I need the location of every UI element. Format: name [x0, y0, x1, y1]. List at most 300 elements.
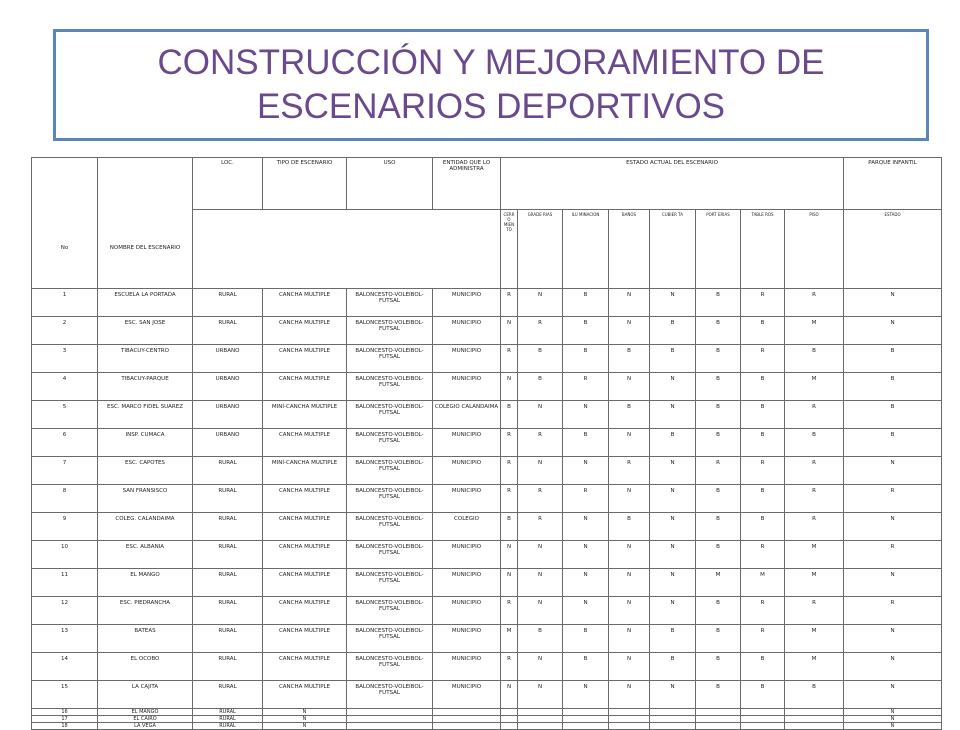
cell-condition: N [501, 317, 518, 345]
cell-empty [501, 723, 518, 730]
cell-condition: B [518, 625, 563, 653]
cell-tipo: CANCHA MULTIPLE [263, 373, 347, 401]
cell-entidad: MUNICIPIO [433, 597, 501, 625]
cell-empty [609, 723, 650, 730]
cell-empty [785, 723, 844, 730]
cell-empty [518, 723, 563, 730]
cell-condition: R [518, 429, 563, 457]
cell-entidad: MUNICIPIO [433, 485, 501, 513]
table-row [32, 569, 942, 597]
cell-uso: BALONCESTO-VOLEIBOL-FUTSAL [347, 317, 433, 345]
cell-empty [650, 723, 696, 730]
cell-loc: URBANO [193, 429, 263, 457]
cell-condition: N [518, 541, 563, 569]
cell-condition: B [696, 681, 741, 709]
cell-condition: R [785, 485, 844, 513]
cell-empty [741, 716, 785, 723]
cell-no: 18 [32, 723, 98, 730]
cell-condition: N [844, 457, 942, 485]
cell-condition: B [650, 653, 696, 681]
cell-condition: B [696, 289, 741, 317]
cell-entidad: MUNICIPIO [433, 569, 501, 597]
table-row [32, 401, 942, 429]
cell-uso: BALONCESTO-VOLEIBOL-FUTSAL [347, 345, 433, 373]
cell-uso: BALONCESTO-VOLEIBOL-FUTSAL [347, 653, 433, 681]
cell-condition: N [650, 373, 696, 401]
cell-nombre: ESC. ALBANIA [98, 541, 193, 569]
cell-condition: R [501, 653, 518, 681]
cell-condition: R [741, 597, 785, 625]
cell-condition: N [609, 569, 650, 597]
cell-no: 6 [32, 429, 98, 457]
header-uso: USO [347, 158, 433, 210]
cell-entidad: MUNICIPIO [433, 625, 501, 653]
cell-loc: RURAL [193, 569, 263, 597]
cell-no: 15 [32, 681, 98, 709]
cell-empty [433, 709, 501, 716]
cell-no: 17 [32, 716, 98, 723]
cell-uso: BALONCESTO-VOLEIBOL-FUTSAL [347, 457, 433, 485]
cell-entidad: MUNICIPIO [433, 681, 501, 709]
cell-condition: R [785, 513, 844, 541]
cell-condition: N [609, 485, 650, 513]
cell-condition: R [741, 541, 785, 569]
cell-tipo: CANCHA MULTIPLE [263, 681, 347, 709]
cell-condition: R [741, 345, 785, 373]
cell-condition: N [844, 653, 942, 681]
cell-condition: B [650, 345, 696, 373]
cell-nombre: ESC. MARCO FIDEL SUAREZ [98, 401, 193, 429]
cell-condition: R [741, 289, 785, 317]
cell-condition: M [785, 569, 844, 597]
cell-no: 12 [32, 597, 98, 625]
cell-empty [518, 709, 563, 716]
cell-condition: R [785, 457, 844, 485]
cell-entidad: MUNICIPIO [433, 653, 501, 681]
table-row [32, 723, 942, 730]
cell-no: 4 [32, 373, 98, 401]
cell-empty [433, 723, 501, 730]
cell-condition: B [609, 401, 650, 429]
cell-condition: R [501, 429, 518, 457]
cell-nombre: BATEAS [98, 625, 193, 653]
header-estado: ESTADO ACTUAL DEL ESCENARIO [501, 158, 844, 210]
cell-nombre: EL CAIRO [98, 716, 193, 723]
cell-entidad: MUNICIPIO [433, 317, 501, 345]
cell-condition: R [844, 597, 942, 625]
cell-loc: RURAL [193, 485, 263, 513]
cell-condition: B [696, 401, 741, 429]
cell-condition: N [609, 681, 650, 709]
cell-condition: N [844, 681, 942, 709]
cell-no: 1 [32, 289, 98, 317]
cell-uso: BALONCESTO-VOLEIBOL-FUTSAL [347, 597, 433, 625]
cell-condition: R [696, 457, 741, 485]
cell-uso: BALONCESTO-VOLEIBOL-FUTSAL [347, 485, 433, 513]
cell-condition: N [609, 429, 650, 457]
subheader-3: BAÑOS [609, 210, 650, 289]
cell-condition: R [518, 485, 563, 513]
cell-nombre: EL MANGO [98, 569, 193, 597]
cell-condition: N [518, 597, 563, 625]
cell-condition: B [563, 317, 609, 345]
cell-condition: R [501, 289, 518, 317]
cell-condition: N [518, 457, 563, 485]
cell-condition: N [650, 457, 696, 485]
cell-empty [563, 716, 609, 723]
cell-entidad: MUNICIPIO [433, 345, 501, 373]
cell-entidad: MUNICIPIO [433, 429, 501, 457]
table-row [32, 289, 942, 317]
cell-empty [785, 709, 844, 716]
header-tipo: TIPO DE ESCENARIO [263, 158, 347, 210]
cell-uso: BALONCESTO-VOLEIBOL-FUTSAL [347, 401, 433, 429]
cell-nombre: TIBACUY-PARQUE [98, 373, 193, 401]
cell-condition: N [609, 541, 650, 569]
cell-condition: N [844, 513, 942, 541]
cell-entidad: MUNICIPIO [433, 457, 501, 485]
cell-condition: N [609, 373, 650, 401]
cell-condition: N [650, 569, 696, 597]
cell-no: 14 [32, 653, 98, 681]
cell-condition: N [501, 569, 518, 597]
cell-condition: B [609, 345, 650, 373]
subheader-5: PORT ERIAS [696, 210, 741, 289]
cell-condition: B [741, 401, 785, 429]
cell-condition: B [609, 513, 650, 541]
cell-condition: B [696, 345, 741, 373]
cell-parque: N [844, 723, 942, 730]
table-row [32, 485, 942, 513]
cell-no: 9 [32, 513, 98, 541]
cell-condition: B [696, 485, 741, 513]
cell-condition: B [741, 681, 785, 709]
cell-condition: B [844, 345, 942, 373]
cell-condition: N [609, 317, 650, 345]
cell-condition: R [741, 457, 785, 485]
cell-condition: B [650, 317, 696, 345]
cell-condition: N [563, 681, 609, 709]
scenarios-table [31, 157, 942, 730]
cell-empty [347, 723, 433, 730]
cell-condition: N [563, 541, 609, 569]
cell-condition: B [844, 401, 942, 429]
cell-empty [609, 716, 650, 723]
cell-condition: N [609, 289, 650, 317]
subheader-1: GRADE RIAS [518, 210, 563, 289]
cell-loc: RURAL [193, 289, 263, 317]
cell-condition: M [501, 625, 518, 653]
table-row [32, 317, 942, 345]
cell-condition: N [518, 401, 563, 429]
cell-empty [650, 709, 696, 716]
subheader-7: PISO [785, 210, 844, 289]
table-row [32, 457, 942, 485]
header-entidad: ENTIDAD QUE LO ADMINISTRA [433, 158, 501, 210]
cell-condition: M [785, 625, 844, 653]
cell-empty [347, 709, 433, 716]
cell-nombre: SAN FRANSISCO [98, 485, 193, 513]
cell-parque: N [844, 709, 942, 716]
cell-loc: RURAL [193, 597, 263, 625]
cell-condition: N [563, 457, 609, 485]
cell-condition: B [696, 373, 741, 401]
table-row [32, 541, 942, 569]
cell-condition: R [501, 485, 518, 513]
cell-nombre: EL MANGO [98, 709, 193, 716]
cell-loc: RURAL [193, 681, 263, 709]
cell-loc: RURAL [193, 541, 263, 569]
cell-condition: R [844, 541, 942, 569]
cell-condition: N [501, 681, 518, 709]
cell-tipo: N [263, 716, 347, 723]
cell-loc: RURAL [193, 709, 263, 716]
cell-no: 2 [32, 317, 98, 345]
cell-condition: N [501, 373, 518, 401]
cell-condition: N [518, 569, 563, 597]
table-row [32, 681, 942, 709]
cell-tipo: CANCHA MULTIPLE [263, 653, 347, 681]
cell-empty [501, 716, 518, 723]
cell-condition: B [696, 317, 741, 345]
cell-tipo: CANCHA MULTIPLE [263, 541, 347, 569]
table-row [32, 653, 942, 681]
cell-no: 13 [32, 625, 98, 653]
cell-loc: RURAL [193, 625, 263, 653]
cell-tipo: CANCHA MULTIPLE [263, 597, 347, 625]
table-row [32, 625, 942, 653]
cell-no: 3 [32, 345, 98, 373]
cell-uso: BALONCESTO-VOLEIBOL-FUTSAL [347, 625, 433, 653]
cell-empty [518, 716, 563, 723]
cell-condition: B [563, 289, 609, 317]
cell-no: 7 [32, 457, 98, 485]
cell-entidad: COLEGIO CALANDAIMA [433, 401, 501, 429]
cell-empty [696, 723, 741, 730]
cell-loc: RURAL [193, 653, 263, 681]
cell-tipo: CANCHA MULTIPLE [263, 345, 347, 373]
cell-loc: RURAL [193, 513, 263, 541]
cell-uso: BALONCESTO-VOLEIBOL-FUTSAL [347, 681, 433, 709]
cell-empty [696, 709, 741, 716]
table-row [32, 716, 942, 723]
table-row [32, 597, 942, 625]
cell-nombre: LA CAJITA [98, 681, 193, 709]
cell-condition: R [609, 457, 650, 485]
cell-condition: M [741, 569, 785, 597]
cell-condition: N [518, 681, 563, 709]
cell-loc: URBANO [193, 373, 263, 401]
cell-tipo: CANCHA MULTIPLE [263, 513, 347, 541]
cell-condition: B [650, 429, 696, 457]
cell-loc: RURAL [193, 317, 263, 345]
cell-empty [650, 716, 696, 723]
cell-nombre: ESC. CAPOTES [98, 457, 193, 485]
cell-empty [696, 716, 741, 723]
cell-no: 8 [32, 485, 98, 513]
header-loc: LOC. [193, 158, 263, 210]
cell-uso: BALONCESTO-VOLEIBOL-FUTSAL [347, 541, 433, 569]
cell-nombre: INSP. CUMACA [98, 429, 193, 457]
cell-condition: R [563, 373, 609, 401]
cell-condition: B [741, 513, 785, 541]
cell-condition: R [518, 513, 563, 541]
cell-condition: B [785, 429, 844, 457]
cell-empty [609, 709, 650, 716]
cell-condition: N [518, 289, 563, 317]
slide-title-line-2: ESCENARIOS DEPORTIVOS [256, 87, 726, 126]
cell-no: 5 [32, 401, 98, 429]
cell-tipo: CANCHA MULTIPLE [263, 625, 347, 653]
cell-condition: B [563, 429, 609, 457]
slide-title-box [53, 29, 929, 141]
cell-condition: B [696, 625, 741, 653]
cell-tipo: CANCHA MULTIPLE [263, 317, 347, 345]
cell-condition: B [696, 429, 741, 457]
cell-tipo: CANCHA MULTIPLE [263, 485, 347, 513]
cell-condition: B [501, 401, 518, 429]
cell-condition: N [844, 317, 942, 345]
cell-condition: B [563, 345, 609, 373]
cell-empty [347, 716, 433, 723]
cell-condition: N [609, 653, 650, 681]
cell-condition: M [785, 373, 844, 401]
cell-condition: R [844, 485, 942, 513]
subheader-6: TABLE ROS [741, 210, 785, 289]
cell-empty [741, 723, 785, 730]
cell-condition: R [785, 401, 844, 429]
header-no: No [32, 158, 98, 289]
cell-condition: R [518, 317, 563, 345]
cell-no: 16 [32, 709, 98, 716]
cell-condition: N [518, 653, 563, 681]
cell-tipo: MINI-CANCHA MULTIPLE [263, 401, 347, 429]
cell-condition: N [650, 513, 696, 541]
cell-condition: N [650, 681, 696, 709]
cell-condition: N [650, 597, 696, 625]
cell-condition: N [609, 625, 650, 653]
cell-condition: B [741, 317, 785, 345]
cell-condition: M [696, 569, 741, 597]
cell-no: 11 [32, 569, 98, 597]
cell-nombre: LA VEGA [98, 723, 193, 730]
cell-condition: B [563, 653, 609, 681]
cell-condition: N [844, 289, 942, 317]
slide-title-line-1: CONSTRUCCIÓN Y MEJORAMIENTO DE [157, 43, 825, 82]
cell-empty [433, 716, 501, 723]
cell-condition: B [785, 681, 844, 709]
subheader-0: CERR O MIEN TO [501, 210, 518, 289]
cell-tipo: N [263, 709, 347, 716]
cell-entidad: COLEGIO [433, 513, 501, 541]
cell-condition: B [563, 625, 609, 653]
table-row [32, 373, 942, 401]
cell-entidad: MUNICIPIO [433, 541, 501, 569]
cell-nombre: ESCUELA LA PORTADA [98, 289, 193, 317]
cell-no: 10 [32, 541, 98, 569]
cell-empty [785, 716, 844, 723]
cell-loc: RURAL [193, 723, 263, 730]
cell-condition: N [609, 597, 650, 625]
cell-condition: B [518, 373, 563, 401]
cell-entidad: MUNICIPIO [433, 373, 501, 401]
cell-tipo: CANCHA MULTIPLE [263, 289, 347, 317]
cell-condition: N [563, 513, 609, 541]
cell-loc: URBANO [193, 345, 263, 373]
cell-uso: BALONCESTO-VOLEIBOL-FUTSAL [347, 429, 433, 457]
cell-condition: B [741, 485, 785, 513]
cell-condition: B [650, 625, 696, 653]
cell-condition: N [501, 541, 518, 569]
header-parque: PARQUE INFANTIL [844, 158, 942, 210]
cell-condition: B [696, 653, 741, 681]
table-row [32, 709, 942, 716]
cell-condition: B [741, 653, 785, 681]
cell-condition: R [785, 289, 844, 317]
cell-condition: N [650, 289, 696, 317]
cell-condition: M [785, 317, 844, 345]
cell-condition: R [501, 457, 518, 485]
table-row [32, 513, 942, 541]
cell-parque: N [844, 716, 942, 723]
cell-tipo: CANCHA MULTIPLE [263, 569, 347, 597]
cell-nombre: COLEG. CALANDAIMA [98, 513, 193, 541]
cell-tipo: MINI-CANCHA MULTIPLE [263, 457, 347, 485]
cell-condition: N [650, 401, 696, 429]
cell-uso: BALONCESTO-VOLEIBOL-FUTSAL [347, 513, 433, 541]
cell-condition: B [696, 597, 741, 625]
cell-nombre: EL OCOBO [98, 653, 193, 681]
cell-condition: B [741, 373, 785, 401]
cell-uso: BALONCESTO-VOLEIBOL-FUTSAL [347, 373, 433, 401]
header-nombre: NOMBRE DEL ESCENARIO [98, 158, 193, 289]
cell-condition: R [563, 485, 609, 513]
cell-loc: URBANO [193, 401, 263, 429]
cell-loc: RURAL [193, 457, 263, 485]
cell-condition: N [563, 569, 609, 597]
cell-condition: N [650, 485, 696, 513]
table-row [32, 345, 942, 373]
cell-condition: B [518, 345, 563, 373]
cell-uso: BALONCESTO-VOLEIBOL-FUTSAL [347, 569, 433, 597]
cell-condition: M [785, 541, 844, 569]
cell-condition: M [785, 653, 844, 681]
cell-empty [501, 709, 518, 716]
cell-condition: N [563, 401, 609, 429]
cell-condition: B [696, 541, 741, 569]
cell-empty [563, 723, 609, 730]
table-row [32, 429, 942, 457]
header-blank [193, 210, 501, 289]
cell-empty [741, 709, 785, 716]
cell-nombre: ESC. PIEDRANCHA [98, 597, 193, 625]
subheader-2: ILU MINACION [563, 210, 609, 289]
subheader-4: CUBIER TA [650, 210, 696, 289]
cell-condition: B [741, 429, 785, 457]
cell-condition: B [844, 429, 942, 457]
cell-loc: RURAL [193, 716, 263, 723]
cell-condition: B [501, 513, 518, 541]
cell-condition: N [844, 569, 942, 597]
cell-uso: BALONCESTO-VOLEIBOL-FUTSAL [347, 289, 433, 317]
cell-condition: B [844, 373, 942, 401]
cell-condition: R [501, 345, 518, 373]
cell-tipo: CANCHA MULTIPLE [263, 429, 347, 457]
subheader-8: ESTADO [844, 210, 942, 289]
cell-condition: N [844, 625, 942, 653]
cell-condition: B [785, 345, 844, 373]
cell-condition: R [785, 597, 844, 625]
